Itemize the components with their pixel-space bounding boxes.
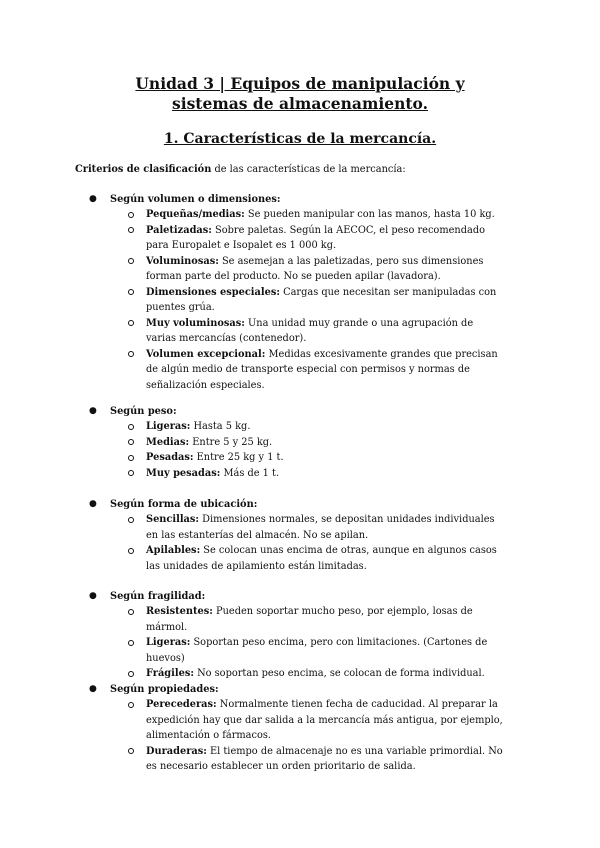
item-text: Se asemejan a las paletizadas, pero sus dimensiones forman parte del producto. No se pueden apilar (lavadora).	[146, 255, 484, 282]
section-title: 1. Características de la mercancía.	[163, 131, 437, 147]
circle-bullet-icon	[128, 212, 134, 218]
item-text: Se pueden manipular con las manos, hasta 10 kg.	[244, 209, 495, 220]
list-item	[0, 316, 506, 347]
item-term: Dimensiones especiales:	[146, 286, 280, 298]
intro-bold: Criterios de clasificación	[75, 164, 212, 175]
circle-bullet-icon	[128, 748, 134, 754]
item-term: Sencillas:	[146, 514, 200, 525]
list-item	[0, 450, 506, 466]
item-text: Dimensiones normales, se depositan unidades individuales en las estanterías del almacén. No se apilan.	[146, 514, 495, 541]
group-label-text: Según propiedades:	[110, 684, 219, 695]
item-list	[0, 207, 600, 393]
item-text: Más de 1 t.	[220, 467, 280, 479]
group-label-text: Según fragilidad:	[110, 591, 206, 602]
bullet-icon: ●	[89, 591, 97, 601]
bullet-icon: ●	[89, 406, 97, 416]
list-item	[0, 512, 506, 543]
group-volumen	[0, 192, 600, 393]
list-item	[0, 347, 506, 394]
item-term: Apilables:	[146, 545, 201, 556]
item-text: Entre 5 y 25 kg.	[189, 436, 273, 448]
group-label	[0, 497, 600, 512]
intro-rest: de las características de la mercancía:	[211, 164, 406, 175]
item-term: Ligeras:	[146, 421, 191, 432]
group-label-text: Según peso:	[110, 406, 177, 417]
item-text: Una unidad muy grande o una agrupación de varias mercancías (contenedor).	[146, 317, 474, 344]
circle-bullet-icon	[128, 289, 134, 295]
group-fragilidad	[0, 589, 600, 682]
item-term: Perecederas:	[146, 699, 217, 710]
item-list	[0, 419, 600, 481]
circle-bullet-icon	[128, 455, 134, 461]
document-title	[0, 74, 600, 114]
circle-bullet-icon	[128, 258, 134, 264]
list-item	[0, 604, 506, 635]
group-label	[0, 404, 600, 419]
list-item	[0, 207, 506, 223]
bullet-icon: ●	[89, 194, 97, 204]
item-term: Pequeñas/medias:	[146, 209, 245, 220]
item-list	[0, 604, 600, 682]
list-item	[0, 419, 506, 435]
item-text: Medidas excesivamente grandes que precisan de algún medio de transporte especial con permisos y normas de señalización especiales.	[146, 348, 498, 391]
item-term: Frágiles:	[146, 668, 194, 679]
item-text: El tiempo de almacenaje no es una variable primordial. No es necesario establecer un orden prioritario de salida.	[146, 745, 503, 772]
list-item	[0, 466, 506, 482]
circle-bullet-icon	[128, 227, 134, 233]
item-term: Medias:	[146, 436, 190, 448]
title-line-1: Unidad 3 | Equipos de manipulación y	[135, 74, 465, 93]
item-term: Ligeras:	[146, 637, 191, 648]
item-text: Se colocan unas encima de otras, aunque en algunos casos las unidades de apilamiento están limitadas.	[146, 545, 497, 572]
group-label	[0, 589, 600, 604]
list-item	[0, 543, 506, 574]
list-item	[0, 635, 506, 666]
item-term: Paletizadas:	[146, 224, 212, 236]
item-list	[0, 512, 600, 574]
bullet-icon: ●	[89, 684, 97, 694]
circle-bullet-icon	[128, 351, 134, 357]
item-term: Muy pesadas:	[146, 467, 221, 479]
group-label-text: Según volumen o dimensiones:	[110, 194, 281, 205]
intro-paragraph	[75, 163, 406, 177]
bullet-icon: ●	[89, 499, 97, 509]
item-term: Muy voluminosas:	[146, 317, 245, 329]
item-term: Volumen excepcional:	[146, 348, 266, 360]
circle-bullet-icon	[128, 470, 134, 476]
title-line-2: sistemas de almacenamiento.	[171, 94, 429, 113]
item-term: Duraderas:	[146, 745, 207, 757]
item-text: Entre 25 kg y 1 t.	[193, 452, 284, 463]
item-text: No soportan peso encima, se colocan de forma individual.	[193, 668, 485, 679]
group-peso	[0, 404, 600, 481]
group-propiedades	[0, 682, 600, 775]
circle-bullet-icon	[128, 439, 134, 445]
list-item	[0, 697, 506, 744]
item-text: Normalmente tienen fecha de caducidad. Al preparar la expedición hay que dar salida a la mercancía más antigua, por ejemplo, alimentación o fármacos.	[146, 699, 503, 741]
list-item	[0, 254, 506, 285]
circle-bullet-icon	[128, 702, 134, 708]
item-list	[0, 697, 600, 775]
list-item	[0, 435, 506, 451]
group-label	[0, 682, 600, 697]
list-item	[0, 744, 506, 775]
circle-bullet-icon	[128, 640, 134, 646]
item-term: Resistentes:	[146, 606, 213, 617]
item-text: Hasta 5 kg.	[190, 421, 251, 432]
list-item	[0, 666, 506, 682]
item-text: Pueden soportar mucho peso, por ejemplo, losas de mármol.	[146, 606, 473, 633]
list-item	[0, 285, 506, 316]
circle-bullet-icon	[128, 517, 134, 523]
item-text: Sobre paletas. Según la AECOC, el peso recomendado para Europalet e Isopalet es 1 000 kg.	[146, 224, 486, 251]
item-term: Pesadas:	[146, 452, 194, 463]
circle-bullet-icon	[128, 320, 134, 326]
circle-bullet-icon	[128, 548, 134, 554]
list-item	[0, 223, 506, 254]
item-term: Voluminosas:	[146, 255, 219, 267]
group-ubicacion	[0, 497, 600, 574]
circle-bullet-icon	[128, 671, 134, 677]
group-label-text: Según forma de ubicación:	[110, 499, 258, 510]
circle-bullet-icon	[128, 424, 134, 430]
circle-bullet-icon	[128, 609, 134, 615]
item-text: Cargas que necesitan ser manipuladas con puentes grúa.	[146, 286, 497, 313]
group-label	[0, 192, 600, 207]
item-text: Soportan peso encima, pero con limitaciones. (Cartones de huevos)	[146, 637, 488, 664]
